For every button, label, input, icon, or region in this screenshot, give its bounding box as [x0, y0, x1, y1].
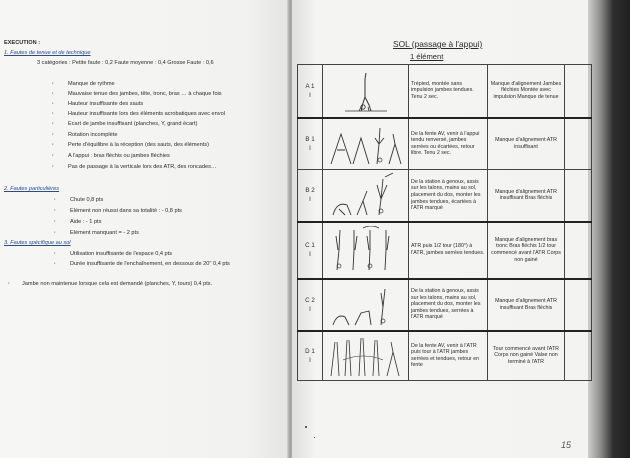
- row-code: C 2 I: [298, 279, 323, 331]
- left-page: [0, 0, 289, 458]
- execution-heading: EXECUTION :: [4, 40, 41, 46]
- table-row: [298, 222, 592, 279]
- table-row: [298, 331, 592, 381]
- figure-cell: [323, 222, 409, 279]
- section1-title: 1. Fautes de tenue et de technique: [4, 50, 91, 56]
- empty-cell: [565, 279, 592, 331]
- row-code: C 1 I: [298, 222, 323, 279]
- row-errors: Manque d'alignement Jambes fléchies Montée avec impulsion Manque de tenue: [488, 65, 565, 118]
- section3-title: 3. Fautes spécifique au sol: [4, 240, 71, 246]
- figure-cell: [323, 279, 409, 331]
- row-code: B 2 I: [298, 170, 323, 222]
- list-item: · Elément non réussi dans sa totalité : - 0,8 pts: [70, 208, 182, 215]
- section2-title: 2. Fautes particulières: [4, 186, 60, 192]
- list-item: · Mauvaise tenue des jambes, tête, tronc, bras … à chaque fois: [68, 91, 222, 98]
- list-item: · Manque de rythme: [68, 81, 115, 88]
- table-row: [298, 170, 592, 222]
- list-item: · Pas de passage à la verticale lors des ATR, des roncades…: [68, 164, 217, 171]
- row-errors: Tour commencé avant l'ATR Corps non gainé Valse non terminé à l'ATR: [488, 331, 565, 381]
- kneeling-to-handstand-figure: [323, 171, 408, 219]
- figure-cell: [323, 331, 409, 381]
- row-errors: Manque d'alignement ATR insuffisant Bras fléchis: [488, 279, 565, 331]
- list-item: · Aide : - 1 pts: [70, 219, 101, 226]
- tripod-headstand-figure: [323, 67, 408, 115]
- list-item: · Hauteur insuffisante lors des éléments acrobatiques avec envol: [68, 111, 225, 118]
- row-errors: Manque d'alignement bras tronc Bras fléchis 1/2 tour commencé avant l'ATR Corps non gainé: [488, 222, 565, 279]
- row-code: A 1 I: [298, 65, 323, 118]
- list-item: · Perte d'équilibre à la réception (des sauts, des éléments): [68, 142, 209, 149]
- page-number: 15: [561, 440, 572, 450]
- table-row: [298, 279, 592, 331]
- empty-cell: [565, 222, 592, 279]
- handstand-turn-figure: [323, 332, 408, 380]
- list-item: · Durée insuffisante de l'enchaînement, en dessous de 20'' 0,4 pts: [70, 261, 230, 268]
- table-subtitle: 1 élément: [410, 52, 444, 61]
- lunge-to-handstand-figure: [323, 120, 408, 168]
- row-description: De la station à genoux, assis sur les talons, mains au sol, placement du dos, monter les jambes tendues, écartées à l'ATR marqué: [409, 170, 488, 222]
- empty-cell: [565, 170, 592, 222]
- handstand-half-turn-figure: [323, 226, 408, 274]
- table-row: [298, 65, 592, 118]
- row-errors: Manque d'alignement ATR insuffisant: [488, 118, 565, 170]
- page-edge: [588, 0, 630, 458]
- row-description: De la station à genoux, assis sur les talons, mains au sol, placement du dos, monter les jambes tendues, serrées à l'ATR marqué: [409, 279, 488, 331]
- list-item: · Elément manquant = - 2 pts: [70, 230, 139, 237]
- row-description: Trépied, montée sans impulsion jambes tendues. Tenu 2 sec.: [409, 65, 488, 118]
- footer-note: Jambe non maintenue lorsque cela est demandé (planches, Y, tours) 0,4 pts.: [22, 281, 213, 287]
- bullet-dot: ·: [8, 281, 10, 287]
- categories-line: 3 catégories : Petite faute : 0,2 Faute moyenne : 0,4 Grosse Faute : 0,6: [37, 60, 214, 66]
- figure-cell: [323, 65, 409, 118]
- empty-cell: [565, 331, 592, 381]
- list-item: · Utilisation insuffisante de l'espace 0,4 pts: [70, 251, 172, 258]
- row-description: ATR puis 1/2 tour (180°) à l'ATR, jambes serrées tendues.: [409, 222, 488, 279]
- table-title: SOL (passage à l'appui): [393, 39, 483, 49]
- row-code: B 1 I: [298, 118, 323, 170]
- elements-table: [297, 64, 592, 381]
- list-item: · Chute 0,8 pts: [70, 197, 103, 204]
- list-item: · Hauteur insuffisante des sauts: [68, 101, 143, 108]
- list-item: · A l'appui : bras fléchis ou jambes fléchies: [68, 153, 170, 160]
- empty-cell: [565, 65, 592, 118]
- row-description: De la fente AV, venir à l'appui tendu renversé, jambes serrées ou écartées, retour libre. Tenu 2 sec.: [409, 118, 488, 170]
- list-item: · Ecart de jambe insuffisant (planches, Y, grand écart): [68, 121, 197, 128]
- table-row: [298, 118, 592, 170]
- kneeling-closed-handstand-figure: [323, 281, 408, 329]
- paper-speck: [305, 426, 307, 428]
- list-item: · Rotation incomplète: [68, 132, 117, 139]
- row-errors: Manque d'alignement ATR insuffisant Bras fléchis: [488, 170, 565, 222]
- figure-cell: [323, 118, 409, 170]
- figure-cell: [323, 170, 409, 222]
- row-code: D 1 I: [298, 331, 323, 381]
- row-description: De la fente AV, venir à l'ATR puis tour à l'ATR jambes serrées et tendues, retour en fente: [409, 331, 488, 381]
- paper-speck: [314, 437, 315, 438]
- empty-cell: [565, 118, 592, 170]
